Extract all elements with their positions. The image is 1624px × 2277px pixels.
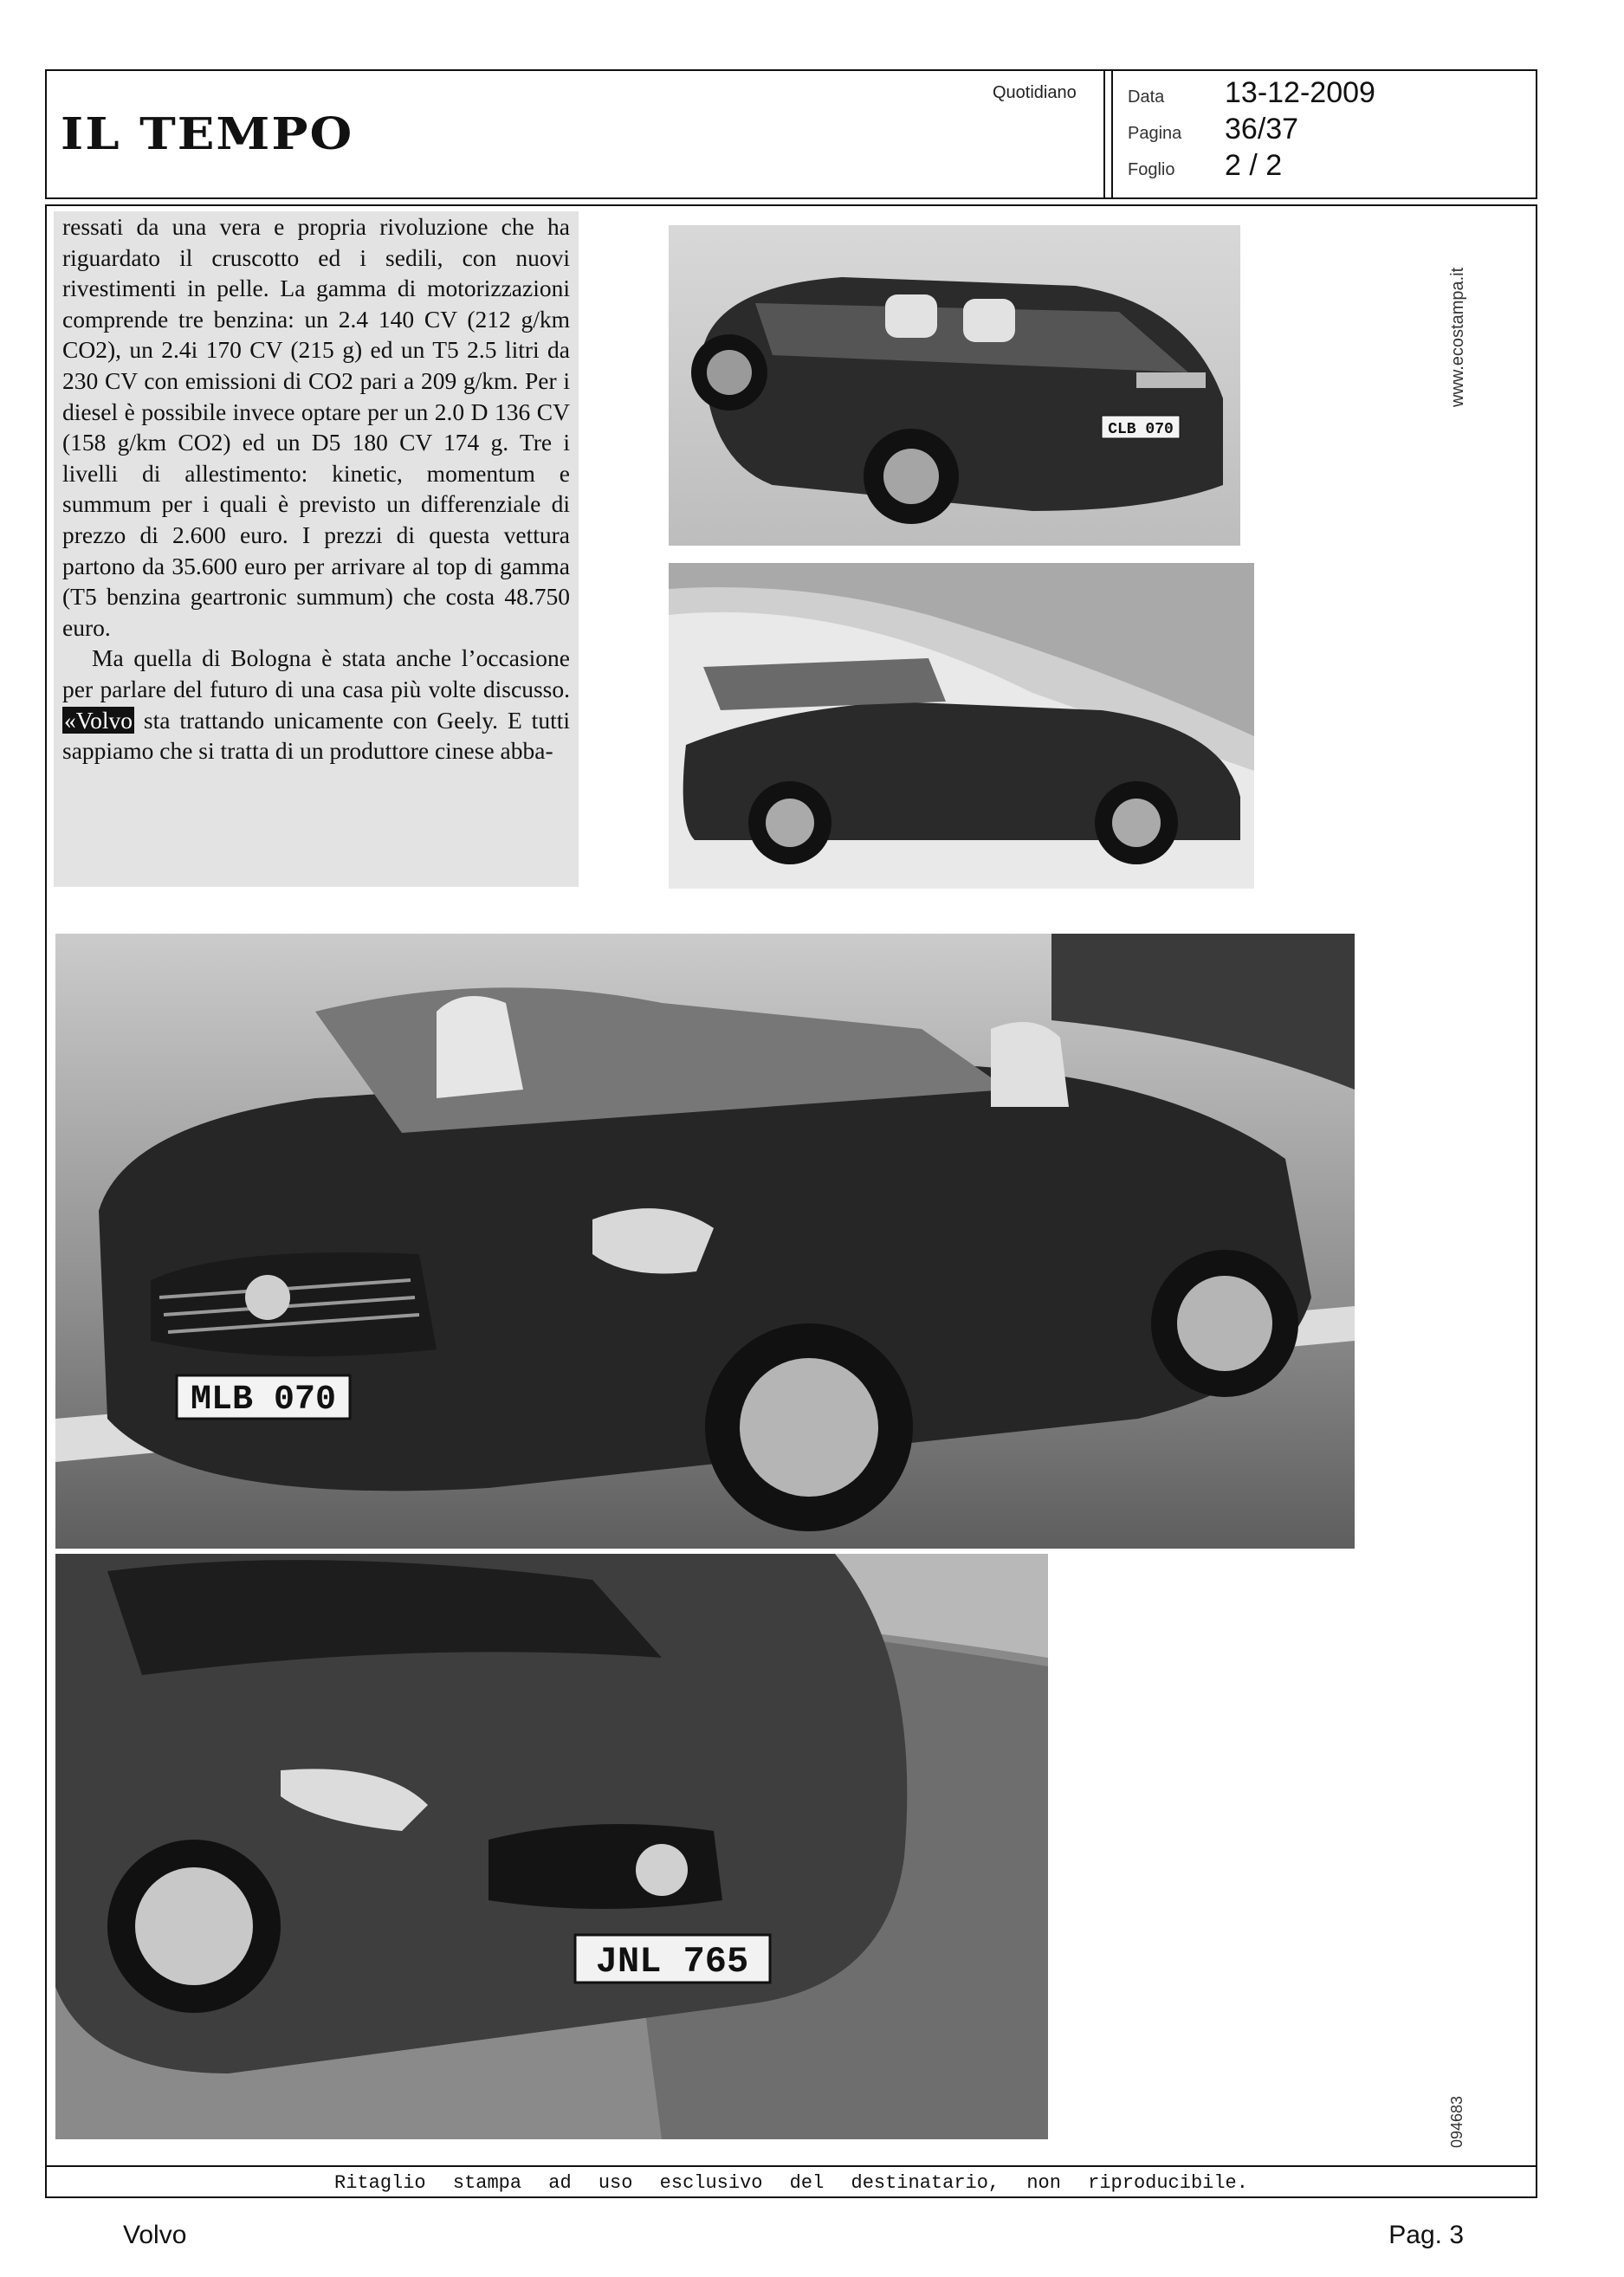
side-code: 094683 — [1448, 2095, 1465, 2148]
clipping-disclaimer: Ritaglio stampa ad uso esclusivo del destinatario, non riproducibile. — [334, 2172, 1248, 2194]
article-paragraph: Ma quella di Bologna è stata anche l’occasione per parlare del futuro di una casa più volte discusso. «Volvo sta trattando unicamente con Geely. E tutti sappiamo che si tratta di un produttore cinese abba- — [62, 644, 570, 765]
meta-value: 2 / 2 — [1225, 149, 1283, 182]
meta-value: 13-12-2009 — [1225, 76, 1375, 109]
meta-label: Foglio — [1128, 160, 1175, 179]
header-divider — [1111, 71, 1113, 197]
meta-label: Pagina — [1128, 124, 1182, 143]
plate-front-large: MLB 070 — [190, 1381, 337, 1420]
meta-value: 36/37 — [1225, 113, 1299, 146]
meta-page — [1128, 113, 1298, 146]
newspaper-logo: IL TEMPO — [61, 108, 354, 160]
article-column — [54, 211, 579, 887]
photo-convertible-front — [55, 934, 1355, 1549]
meta-label: Data — [1128, 87, 1165, 107]
footer-page-number: Pag. 3 — [1388, 2221, 1464, 2249]
plate-coupe: JNL 765 — [595, 1941, 749, 1983]
photo-convertible-rear — [669, 225, 1240, 546]
side-url: www.ecostampa.it — [1448, 267, 1467, 407]
footer-rule — [47, 2165, 1536, 2167]
meta-sheet — [1128, 149, 1282, 183]
header-divider — [1103, 71, 1105, 197]
photo-convertible-side — [669, 563, 1254, 889]
publication-type: Quotidiano — [993, 83, 1077, 102]
photo-coupe-front — [55, 1554, 1048, 2139]
highlighted-keyword: «Volvo — [64, 706, 133, 734]
meta-date — [1128, 76, 1375, 110]
article-paragraph: ressati da una vera e propria rivoluzione che ha riguardato il cruscotto ed i sedili, con nuovi rivestimenti in pelle. La gamma di motorizzazioni comprende tre benzina: un 2.4 140 CV (212 g/km CO2), un 2.4i 170 CV (215 g) ed un T5 2.5 litri da 230 CV con emissioni di CO2 pari a 209 g/km. Per i diesel è possibile invece optare per un 2.0 D 136 CV (158 g/km CO2) ed un D5 180 CV 174 g. Tre i livelli di allestimento: kinetic, momentum e summum per i quali è previsto un differenziale di prezzo di 2.600 euro. I prezzi di questa vettura partono da 35.600 euro per arrivare al top di gamma (T5 benzina geartronic summum) che costa 48.750 euro. — [62, 213, 570, 641]
footer-topic: Volvo — [123, 2221, 187, 2249]
plate-rear: CLB 070 — [1108, 421, 1174, 438]
masthead-box — [45, 69, 1537, 199]
